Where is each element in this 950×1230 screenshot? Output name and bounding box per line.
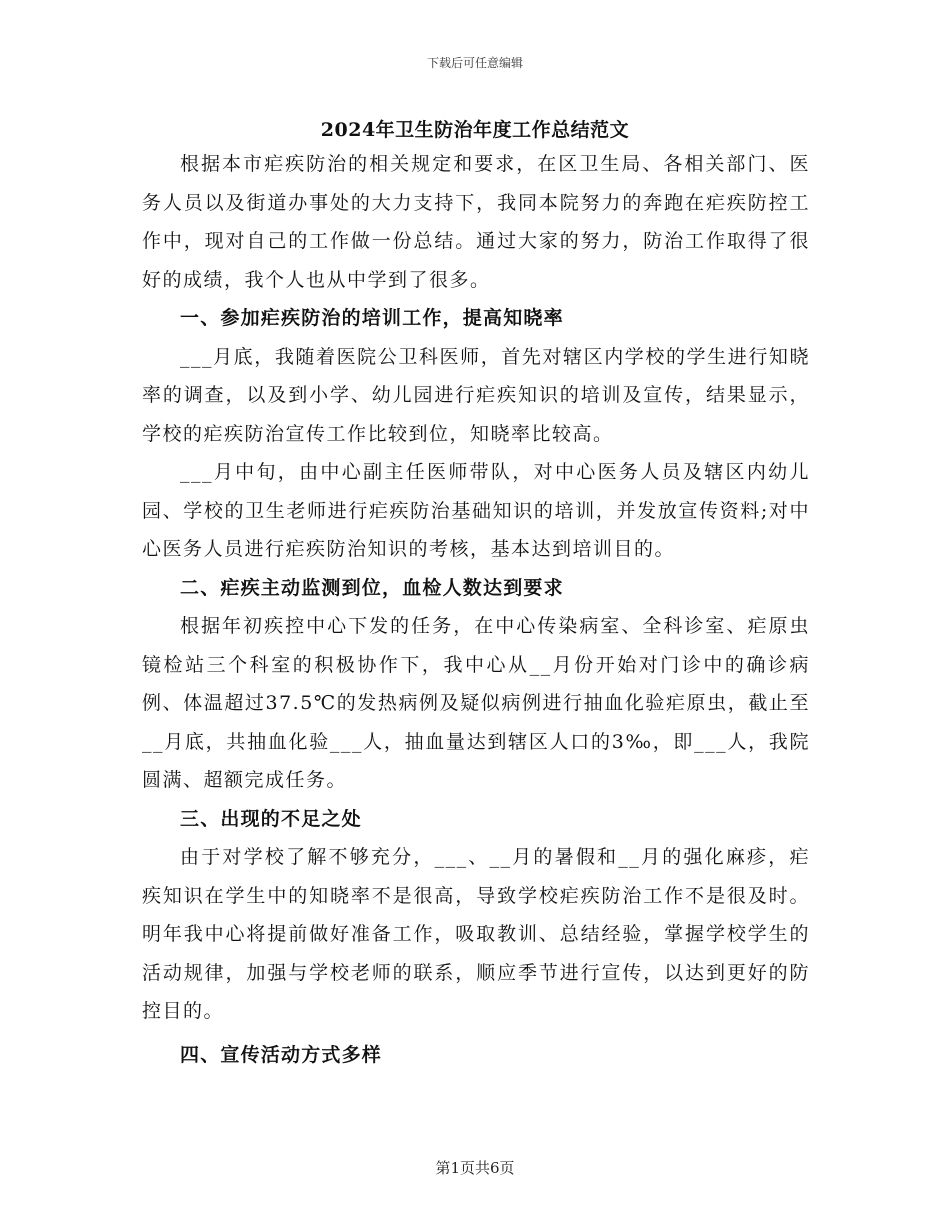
document-body	[142, 145, 810, 1074]
section-3-paragraph-1: 由于对学校了解不够充分，___、__月的暑假和__月的强化麻疹，疟疾知识在学生中的知晓率不是很高，导致学校疟疾防治工作不是很及时。明年我中心将提前做好准备工作，吸取教训、总结经验，掌握学校学生的活动规律，加强与学校老师的联系，顺应季节进行宣传，以达到更好的防控目的。	[142, 846, 810, 1022]
section-heading-2: 二、疟疾主动监测到位，血检人数达到要求	[180, 576, 564, 599]
section-heading-4: 四、宣传活动方式多样	[180, 1043, 383, 1066]
document-title: 2024年卫生防治年度工作总结范文	[320, 119, 630, 141]
section-heading-3: 三、出现的不足之处	[180, 807, 362, 830]
intro-paragraph: 根据本市疟疾防治的相关规定和要求，在区卫生局、各相关部门、医务人员以及街道办事处的大力支持下，我同本院努力的奔跑在疟疾防控工作中，现对自己的工作做一份总结。通过大家的努力，防治工作取得了很好的成绩，我个人也从中学到了很多。	[142, 153, 810, 291]
page-footer: 第1页共6页	[435, 1159, 515, 1177]
section-1-paragraph-1: ___月底，我随着医院公卫科医师，首先对辖区内学校的学生进行知晓率的调查，以及到小学、幼儿园进行疟疾知识的培训及宣传，结果显示，学校的疟疾防治宣传工作比较到位，知晓率比较高。	[142, 345, 810, 445]
section-heading-1: 一、参加疟疾防治的培训工作，提高知晓率	[180, 307, 564, 329]
section-2-paragraph-1: 根据年初疾控中心下发的任务，在中心传染病室、全科诊室、疟原虫镜检站三个科室的积极协作下，我中心从__月份开始对门诊中的确诊病例、体温超过37.5℃的发热病例及疑似病例进行抽血化验疟原虫，截止至__月底，共抽血化验___人，抽血量达到辖区人口的3‰，即___人，我院圆满、超额完成任务。	[142, 615, 810, 791]
header-note: 下载后可任意编辑	[426, 56, 523, 70]
section-1-paragraph-2: ___月中旬，由中心副主任医师带队，对中心医务人员及辖区内幼儿园、学校的卫生老师进行疟疾防治基础知识的培训，并发放宣传资料;对中心医务人员进行疟疾防治知识的考核，基本达到培训目的。	[142, 461, 810, 560]
